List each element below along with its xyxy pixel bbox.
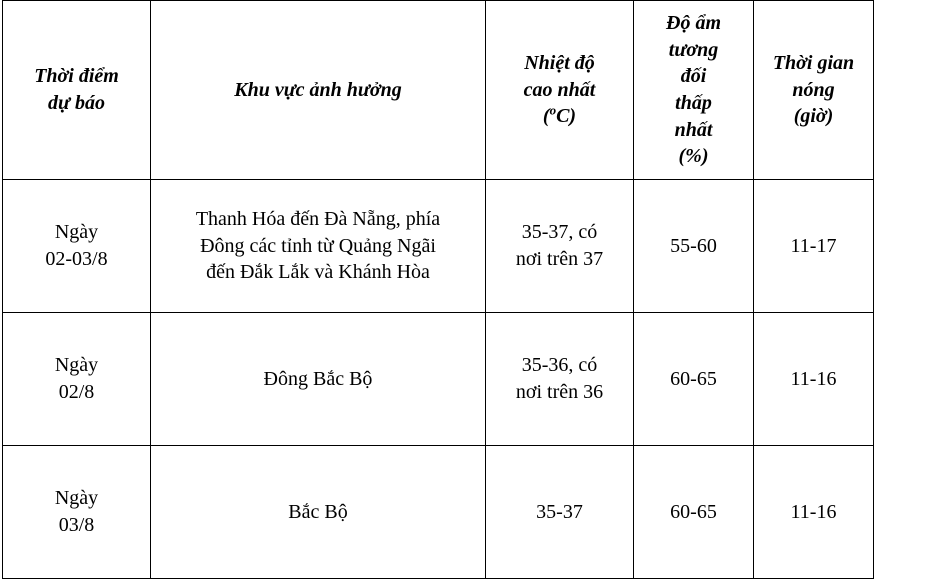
cell-hot-duration: 11-16: [754, 446, 874, 579]
table-row: [3, 313, 874, 446]
table-header-row: [3, 1, 874, 180]
header-affected-area: Khu vực ảnh hưởng: [151, 1, 486, 180]
header-forecast-time: Thời điểm dự báo: [3, 1, 151, 180]
cell-hot-duration: 11-16: [754, 313, 874, 446]
cell-max-temperature: 35-37: [486, 446, 634, 579]
unit-hours: (giờ): [793, 105, 834, 128]
cell-hot-duration: 11-17: [754, 180, 874, 313]
cell-min-relative-humidity: 60-65: [634, 313, 754, 446]
cell-affected-area: Thanh Hóa đến Đà Nẵng, phía Đông các tỉnh từ Quảng Ngãi đến Đắk Lắk và Khánh Hòa: [151, 180, 486, 313]
cell-affected-area: Đông Bắc Bộ: [151, 313, 486, 446]
table-row: [3, 180, 874, 313]
cell-forecast-time: Ngày 03/8: [3, 446, 151, 579]
cell-max-temperature: 35-37, có nơi trên 37: [486, 180, 634, 313]
header-min-relative-humidity: Độ ẩm tương đối thấp nhất (%): [634, 1, 754, 180]
cell-forecast-time: Ngày 02-03/8: [3, 180, 151, 313]
cell-min-relative-humidity: 55-60: [634, 180, 754, 313]
header-max-temperature: Nhiệt độ cao nhất ($^o$C): [486, 1, 634, 180]
unit-celsius: ($^o$C): [542, 102, 577, 128]
table-row: [3, 446, 874, 579]
cell-max-temperature: 35-36, có nơi trên 36: [486, 313, 634, 446]
cell-forecast-time: Ngày 02/8: [3, 313, 151, 446]
header-hot-duration: Thời gian nóng (giờ): [754, 1, 874, 180]
heat-forecast-table: [2, 0, 874, 579]
cell-min-relative-humidity: 60-65: [634, 446, 754, 579]
unit-percent: (%): [678, 145, 709, 168]
cell-affected-area: Bắc Bộ: [151, 446, 486, 579]
